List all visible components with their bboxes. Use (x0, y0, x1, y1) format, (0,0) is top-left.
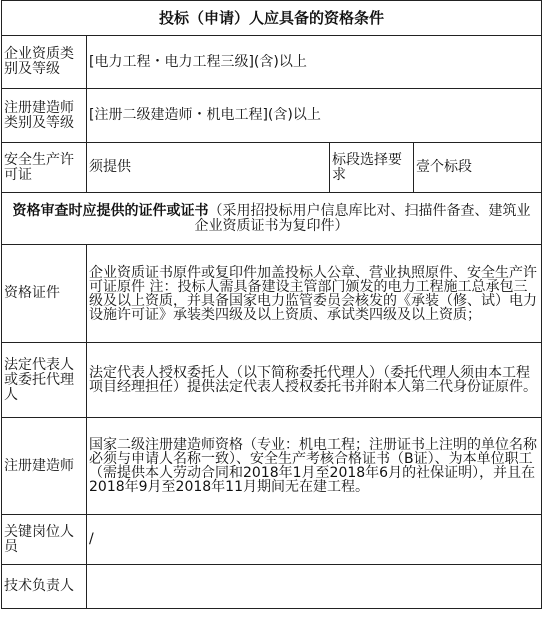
enterprise-qualification-value: [电力工程・电力工程三级](含)以上 (87, 36, 542, 89)
section-selection-value: 壹个标段 (414, 143, 542, 193)
table-row (2, 343, 542, 418)
registered-constructor-label: 注册建造师 (2, 418, 87, 515)
safety-license-value: 须提供 (87, 143, 330, 193)
table-row (2, 515, 542, 565)
legal-representative-value: 法定代表人授权委托人（以下简称委托代理人）（委托代理人须由本工程项目经理担任）提供法定代表人授权委托书并附本人第二代身份证原件。 (87, 343, 542, 418)
key-personnel-label: 关键岗位人员 (2, 515, 87, 565)
key-personnel-value: / (87, 515, 542, 565)
safety-license-label: 安全生产许可证 (2, 143, 87, 193)
review-heading-note: （采用招投标用户信息库比对、扫描件备查、建筑业企业资质证书为复印件） (194, 202, 531, 234)
section-heading-row (2, 193, 542, 245)
table-row (2, 36, 542, 89)
table-row (2, 418, 542, 515)
table-row (2, 245, 542, 343)
constructor-category-label: 注册建造师类别及等级 (2, 89, 87, 143)
registered-constructor-value: 国家二级注册建造师资格（专业：机电工程；注册证书上注明的单位名称必须与申请人名称一致）、安全生产考核合格证书（B证）、为本单位职工（需提供本人劳动合同和2018年1月至2018年6月的社保证明），并且在2018年9月至2018年11月期间无在建工程。 (87, 418, 542, 515)
title-row (2, 1, 542, 36)
section-selection-label: 标段选择要求 (330, 143, 414, 193)
table-row (2, 565, 542, 609)
qualification-table (1, 0, 542, 609)
constructor-category-value: [注册二级建造师・机电工程](含)以上 (87, 89, 542, 143)
review-section-heading (2, 193, 542, 245)
legal-representative-label: 法定代表人或委托代理人 (2, 343, 87, 418)
technical-lead-label: 技术负责人 (2, 565, 87, 609)
qualification-certificate-label: 资格证件 (2, 245, 87, 343)
review-heading-bold: 资格审查时应提供的证件或证书 (12, 202, 209, 219)
table-row (2, 143, 542, 193)
qualification-certificate-value: 企业资质证书原件或复印件加盖投标人公章、营业执照原件、安全生产许可证原件 注：投标人需具备建设主管部门颁发的电力工程施工总承包三级及以上资质，并具备国家电力监管委员会核发的《承装（修、试）电力设施许可证》承装类四级及以上资质、承试类四级及以上资质； (87, 245, 542, 343)
enterprise-qualification-label: 企业资质类别及等级 (2, 36, 87, 89)
table-row (2, 89, 542, 143)
document-title: 投标（申请）人应具备的资格条件 (2, 1, 542, 36)
technical-lead-value (87, 565, 542, 609)
